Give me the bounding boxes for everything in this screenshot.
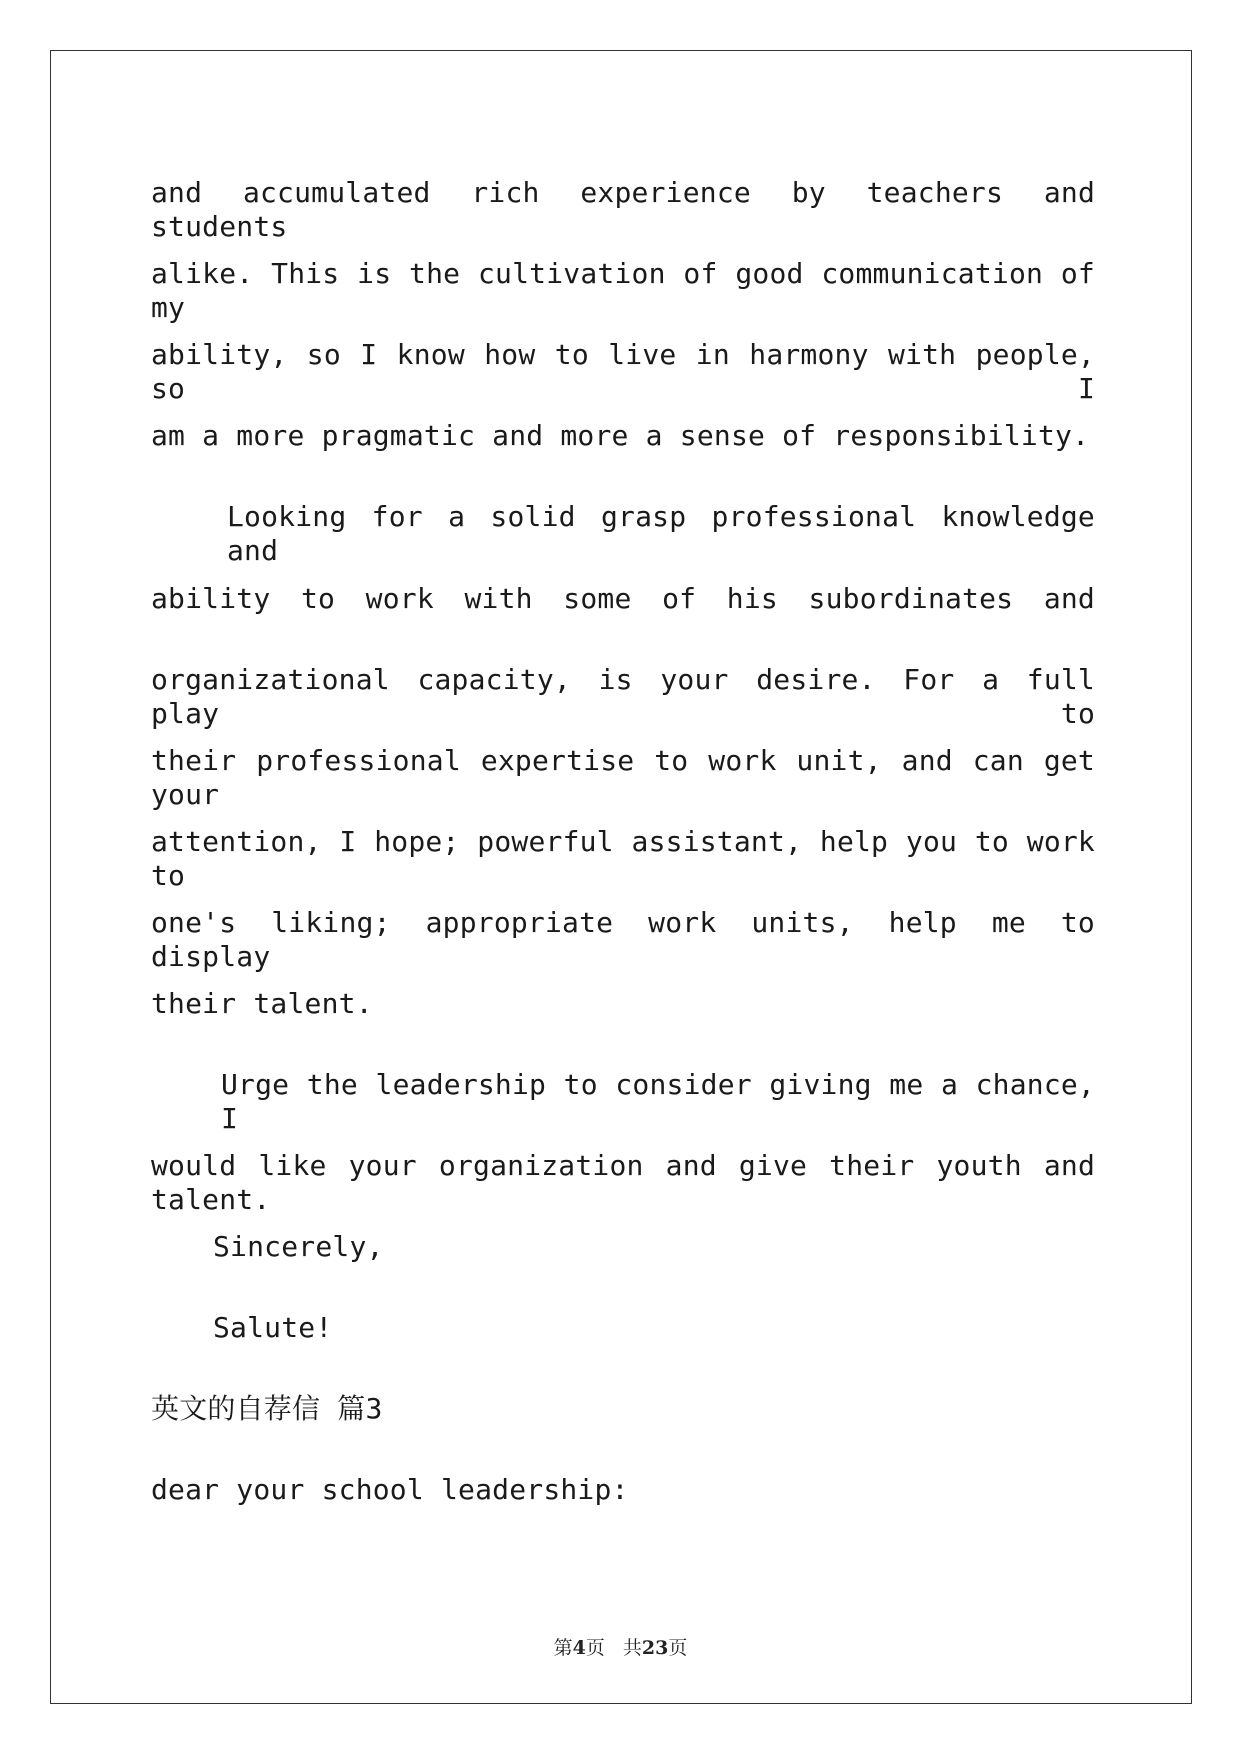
page-footer bbox=[0, 1633, 1241, 1660]
text-line: and accumulated rich experience by teachers and students bbox=[151, 176, 1095, 243]
footer-total-prefix: 共 bbox=[622, 1637, 642, 1659]
text-line: their professional expertise to work unit, and can get your bbox=[151, 744, 1095, 811]
footer-total-suffix: 页 bbox=[668, 1637, 688, 1659]
text-line: their talent. bbox=[151, 987, 373, 1020]
text-line: alike. This is the cultivation of good communication of my bbox=[151, 257, 1095, 324]
paragraph-first-line: Looking for a solid grasp professional knowledge and bbox=[227, 500, 1095, 567]
salutation-line: Salute! bbox=[213, 1311, 333, 1344]
greeting-line: dear your school leadership: bbox=[151, 1473, 629, 1506]
text-line: ability, so I know how to live in harmony with people, so I bbox=[151, 338, 1095, 405]
footer-prefix: 第 bbox=[553, 1637, 573, 1659]
text-line: ability to work with some of his subordinates and bbox=[151, 582, 1095, 615]
section-heading: 英文的自荐信 篇3 bbox=[151, 1392, 383, 1425]
text-line: attention, I hope; powerful assistant, help you to work to bbox=[151, 825, 1095, 892]
footer-page-suffix: 页 bbox=[585, 1637, 605, 1659]
text-line: organizational capacity, is your desire. For a full play to bbox=[151, 663, 1095, 730]
closing-line: Sincerely, bbox=[213, 1230, 384, 1263]
text-line: one's liking; appropriate work units, help me to display bbox=[151, 906, 1095, 973]
text-line: am a more pragmatic and more a sense of responsibility. bbox=[151, 419, 1090, 452]
text-line: would like your organization and give their youth and talent. bbox=[151, 1149, 1095, 1216]
paragraph-first-line: Urge the leadership to consider giving me a chance, I bbox=[221, 1068, 1095, 1135]
page-number: 4 bbox=[572, 1637, 586, 1659]
total-pages: 23 bbox=[641, 1637, 669, 1659]
